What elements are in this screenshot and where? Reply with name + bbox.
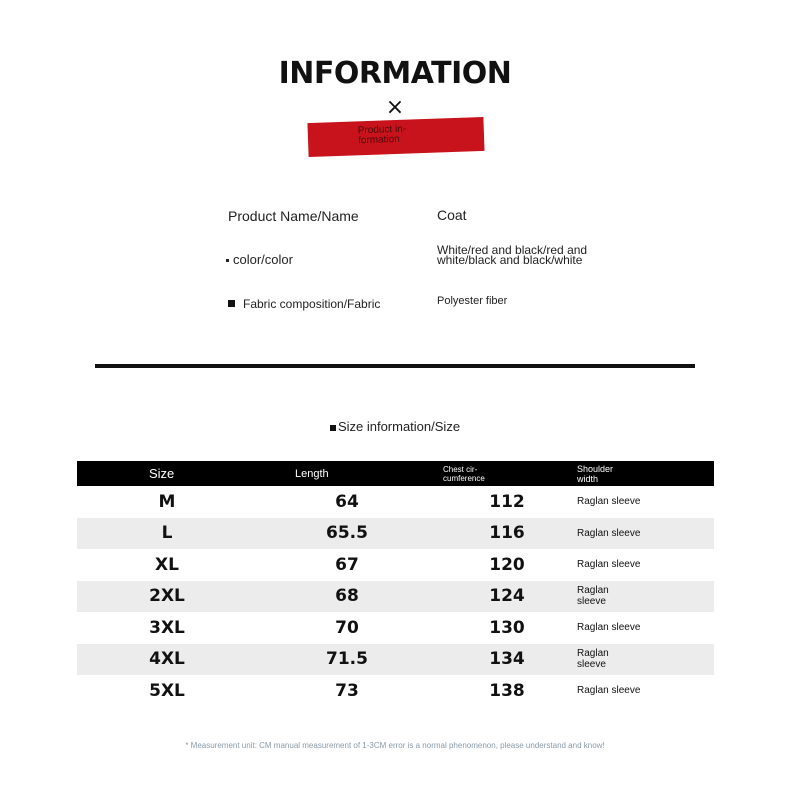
length-cell: 68 bbox=[257, 581, 437, 613]
shoulder-cell bbox=[577, 549, 714, 581]
length-cell: 70 bbox=[335, 617, 359, 638]
product-info-tag bbox=[307, 117, 484, 157]
chest-cell: 116 bbox=[437, 518, 577, 550]
length-cell: 73 bbox=[335, 680, 359, 701]
size-table bbox=[77, 461, 714, 707]
table-row bbox=[77, 486, 714, 518]
column-header-shoulder: Shoulder width bbox=[577, 461, 714, 486]
bullet-square-icon bbox=[330, 425, 336, 431]
column-header-size: Size bbox=[77, 461, 257, 486]
shoulder-cell bbox=[577, 486, 714, 518]
fabric-row-label bbox=[228, 297, 380, 311]
fabric-label: Fabric composition/Fabric bbox=[243, 297, 381, 311]
product-name-label: Product Name/Name bbox=[228, 208, 359, 224]
size-heading-text: Size information/Size bbox=[337, 419, 461, 434]
size-table-body bbox=[77, 486, 714, 707]
shoulder-value: Raglan sleeve bbox=[577, 496, 641, 508]
product-name-value: Coat bbox=[437, 207, 467, 223]
size-cell: 3XL bbox=[149, 617, 185, 638]
length-cell: 64 bbox=[335, 491, 359, 512]
chest-cell: 130 bbox=[489, 617, 525, 638]
color-value: White/red and black/red and white/black and black/white bbox=[437, 243, 588, 267]
shoulder-cell bbox=[577, 644, 714, 676]
table-row bbox=[77, 518, 714, 550]
shoulder-value: Raglan sleeve bbox=[577, 585, 609, 608]
column-header-chest: Chest cir- cumference bbox=[437, 461, 577, 486]
chest-cell: 120 bbox=[489, 554, 525, 575]
shoulder-value: Raglan sleeve bbox=[577, 685, 641, 697]
size-cell: 2XL bbox=[77, 581, 257, 613]
shoulder-value: Raglan sleeve bbox=[577, 648, 609, 671]
size-cell: 4XL bbox=[77, 644, 257, 676]
chest-cell: 138 bbox=[489, 680, 525, 701]
size-cell: L bbox=[77, 518, 257, 550]
chest-cell: 124 bbox=[437, 581, 577, 613]
table-row bbox=[77, 675, 714, 707]
color-row-label bbox=[226, 252, 293, 267]
table-row bbox=[77, 549, 714, 581]
shoulder-value: Raglan sleeve bbox=[577, 527, 641, 539]
section-divider bbox=[95, 364, 695, 368]
length-cell: 67 bbox=[335, 554, 359, 575]
bullet-dot-icon bbox=[226, 259, 229, 262]
size-cell: 5XL bbox=[149, 680, 185, 701]
shoulder-cell bbox=[577, 581, 714, 613]
bullet-square-icon bbox=[228, 300, 235, 307]
shoulder-value: Raglan sleeve bbox=[577, 622, 641, 634]
chest-cell: 112 bbox=[489, 491, 525, 512]
shoulder-value: Raglan sleeve bbox=[577, 559, 641, 571]
column-header-length: Length bbox=[257, 461, 437, 486]
color-label: color/color bbox=[233, 252, 293, 267]
size-table-header bbox=[77, 461, 714, 486]
table-row bbox=[77, 644, 714, 676]
shoulder-cell bbox=[577, 518, 714, 550]
size-cell: M bbox=[158, 491, 176, 512]
shoulder-cell bbox=[577, 612, 714, 644]
table-row bbox=[77, 581, 714, 613]
close-icon: × bbox=[385, 95, 405, 120]
product-info-tag-label: Product in- formation bbox=[357, 123, 407, 147]
fabric-value: Polyester fiber bbox=[437, 295, 508, 307]
size-cell: XL bbox=[155, 554, 179, 575]
shoulder-cell bbox=[577, 675, 714, 707]
chest-cell: 134 bbox=[437, 644, 577, 676]
footnote: * Measurement unit: CM manual measurement of 1-3CM error is a normal phenomenon, please understand and know! bbox=[185, 741, 605, 750]
length-cell: 71.5 bbox=[257, 644, 437, 676]
page-title: INFORMATION bbox=[278, 56, 512, 91]
table-row bbox=[77, 612, 714, 644]
length-cell: 65.5 bbox=[257, 518, 437, 550]
size-heading bbox=[0, 419, 790, 434]
